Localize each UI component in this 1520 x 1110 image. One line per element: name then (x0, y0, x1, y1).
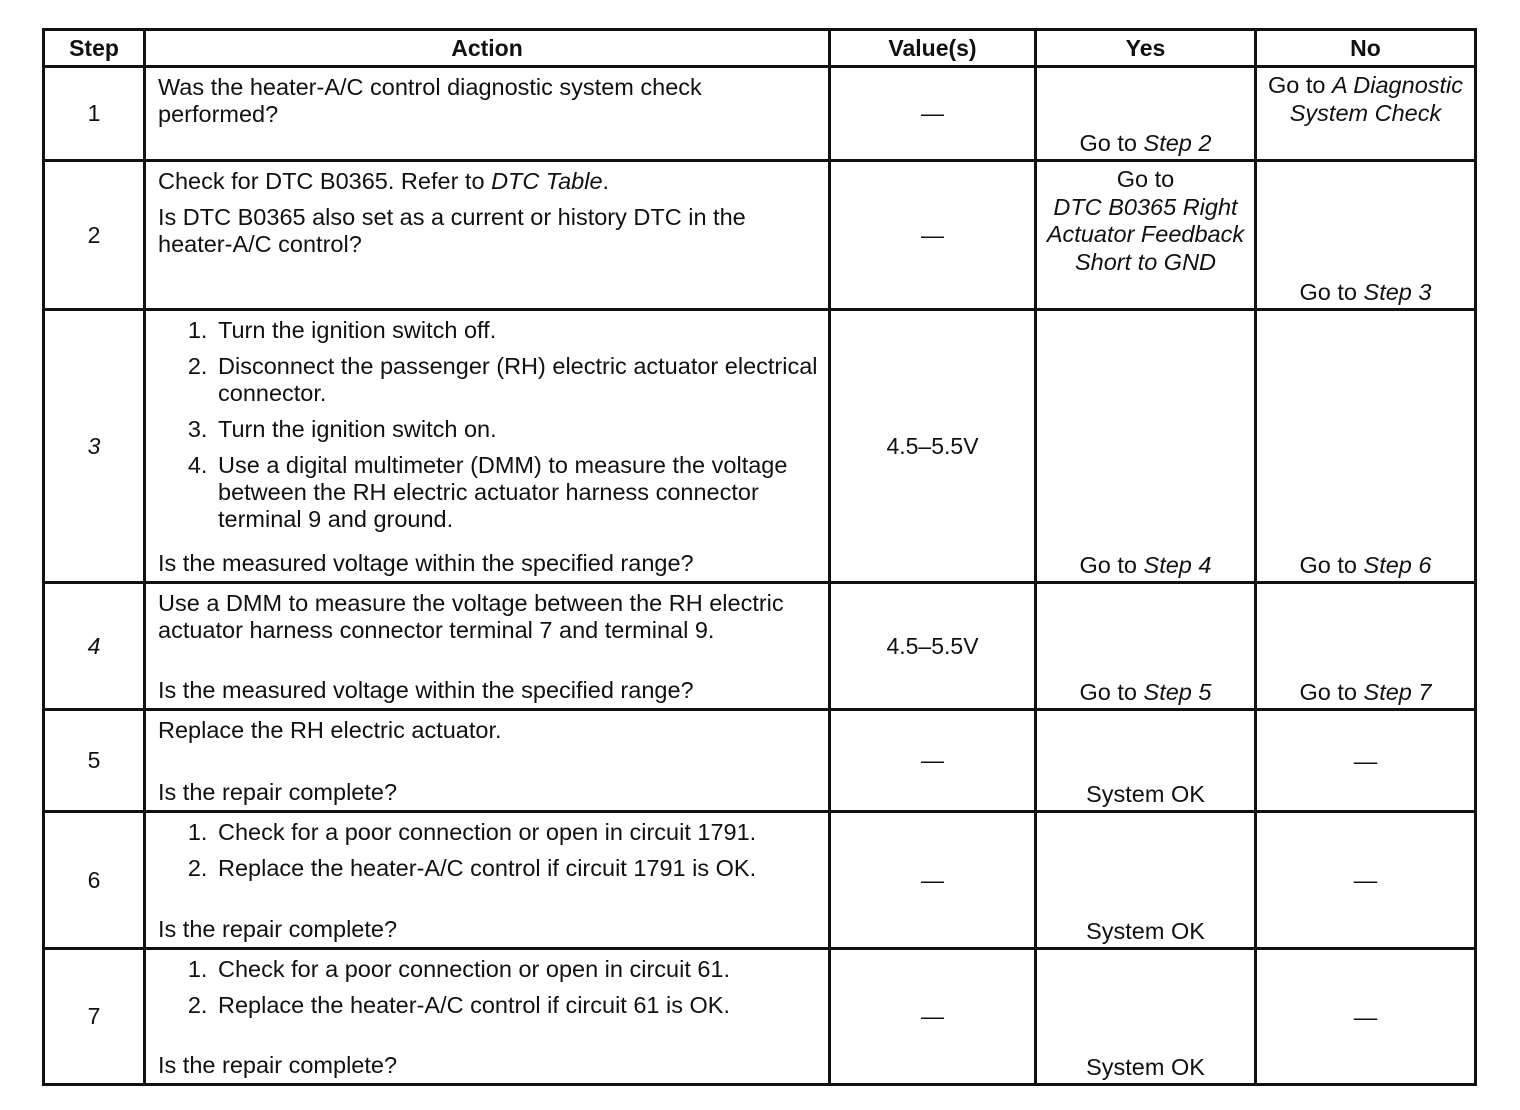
action-cell (145, 161, 830, 310)
action-cell (145, 67, 830, 161)
step-number: 1 (44, 67, 145, 161)
action-cell (145, 949, 830, 1085)
action-question: Is the measured voltage within the specified range? (158, 677, 694, 703)
value-cell: — (830, 161, 1036, 310)
header-action: Action (145, 30, 830, 67)
header-no: No (1256, 30, 1476, 67)
no-cell (1256, 310, 1476, 583)
yes-cell (1036, 583, 1256, 710)
step-number: 6 (44, 812, 145, 949)
header-step: Step (44, 30, 145, 67)
list-item: 1. Turn the ignition switch off. (214, 317, 820, 344)
action-question: Is the measured voltage within the specified range? (158, 550, 694, 576)
value-cell: — (830, 949, 1036, 1085)
step-number: 3 (44, 310, 145, 583)
yes-prefix: Go to (1079, 551, 1144, 578)
action-cell (145, 310, 830, 583)
yes-link[interactable]: DTC B0365 Right Actuator Feedback Short to GND (1046, 193, 1245, 275)
action-cell (145, 812, 830, 949)
action-text-suffix: . (602, 168, 610, 194)
no-prefix: Go to (1299, 678, 1364, 705)
no-link[interactable]: Step 3 (1363, 278, 1432, 305)
list-item: 2. Disconnect the passenger (RH) electric actuator electrical connector. (214, 353, 820, 407)
yes-prefix: Go to (1116, 166, 1175, 192)
action-steps-list (158, 317, 820, 542)
action-text (158, 168, 820, 195)
no-link[interactable]: Step 7 (1363, 678, 1432, 705)
no-cell: — (1256, 949, 1476, 1085)
action-question: Is the repair complete? (158, 1052, 398, 1078)
table-row (44, 161, 1476, 310)
no-cell: — (1256, 710, 1476, 812)
list-item: 1. Check for a poor connection or open in circuit 1791. (214, 819, 820, 846)
yes-link[interactable]: Step 4 (1143, 551, 1212, 578)
table-row (44, 67, 1476, 161)
action-text: Use a DMM to measure the voltage between the RH electric actuator harness connector terminal 7 and terminal 9. (158, 590, 784, 643)
yes-cell (1036, 67, 1256, 161)
no-prefix: Go to (1299, 278, 1364, 305)
action-text: Was the heater-A/C control diagnostic system check performed? (158, 74, 702, 127)
yes-cell (1036, 161, 1256, 310)
action-steps-list (158, 819, 820, 891)
table-row (44, 812, 1476, 949)
action-question: Is the repair complete? (158, 779, 398, 805)
no-link[interactable]: A Diagnostic System Check (1289, 72, 1464, 126)
no-prefix: Go to (1299, 551, 1364, 578)
value-cell: 4.5–5.5V (830, 310, 1036, 583)
no-prefix: Go to (1267, 72, 1332, 98)
yes-cell (1036, 310, 1256, 583)
diagnostic-table (42, 28, 1477, 1086)
step-number: 7 (44, 949, 145, 1085)
step-number: 2 (44, 161, 145, 310)
yes-cell: System OK (1036, 949, 1256, 1085)
list-item: 1. Check for a poor connection or open in circuit 61. (214, 956, 820, 983)
yes-link[interactable]: Step 5 (1143, 678, 1212, 705)
no-cell: — (1256, 812, 1476, 949)
no-cell (1256, 583, 1476, 710)
list-item: 4. Use a digital multimeter (DMM) to measure the voltage between the RH electric actuator harness connector terminal 9 and ground. (214, 452, 820, 533)
action-steps-list (158, 956, 820, 1028)
step-number: 5 (44, 710, 145, 812)
no-cell (1256, 67, 1476, 161)
yes-prefix: Go to (1079, 678, 1144, 705)
list-item: 3. Turn the ignition switch on. (214, 416, 820, 443)
yes-cell: System OK (1036, 710, 1256, 812)
table-row (44, 310, 1476, 583)
list-item: 2. Replace the heater-A/C control if circuit 1791 is OK. (214, 855, 820, 882)
no-cell (1256, 161, 1476, 310)
action-cell (145, 583, 830, 710)
list-item: 2. Replace the heater-A/C control if circuit 61 is OK. (214, 992, 820, 1019)
yes-link[interactable]: Step 2 (1143, 129, 1212, 156)
yes-cell: System OK (1036, 812, 1256, 949)
step-number: 4 (44, 583, 145, 710)
action-text-prefix: Check for DTC B0365. Refer to (158, 168, 492, 194)
table-row (44, 583, 1476, 710)
value-cell: 4.5–5.5V (830, 583, 1036, 710)
action-question: Is the repair complete? (158, 916, 398, 942)
table-row (44, 710, 1476, 812)
dtc-table-link[interactable]: DTC Table (491, 168, 603, 194)
table-row (44, 949, 1476, 1085)
value-cell: — (830, 812, 1036, 949)
action-cell (145, 710, 830, 812)
value-cell: — (830, 67, 1036, 161)
header-yes: Yes (1036, 30, 1256, 67)
action-question: Is DTC B0365 also set as a current or history DTC in the heater-A/C control? (158, 204, 746, 257)
header-row (44, 30, 1476, 67)
action-text: Replace the RH electric actuator. (158, 717, 502, 743)
value-cell: — (830, 710, 1036, 812)
header-values: Value(s) (830, 30, 1036, 67)
no-link[interactable]: Step 6 (1363, 551, 1432, 578)
yes-prefix: Go to (1079, 129, 1144, 156)
